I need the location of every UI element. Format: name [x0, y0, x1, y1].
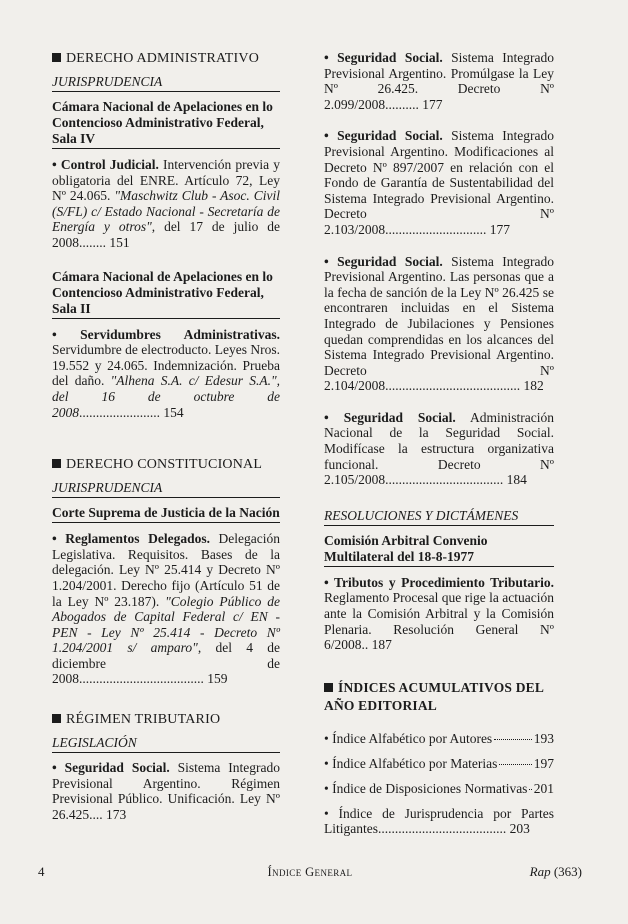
index-entry: • Tributos y Procedimiento Tributario. Reglamento Procesal que rige la actuación ante la Comisión Arbitral y la Comisión Plenaria. Resolución General Nº 6/2008.. 187: [324, 574, 555, 653]
page-number: 4: [38, 864, 45, 879]
index-line-jurisprudencia-partes: • Índice de Jurisprudencia por Partes Litigantes...................................... 203: [324, 805, 554, 837]
index-entry: • Seguridad Social. Sistema Integrado Previsional Argentino. Promúlgase la Ley Nº 26.425. Decreto Nº 2.099/2008.......... 177: [324, 50, 554, 112]
court-heading-comision-arbitral: Comisión Arbitral Convenio Multilateral del 18-8-1977: [324, 533, 554, 567]
section-title-derecho-administrativo: DERECHO ADMINISTRATIVO: [52, 50, 280, 68]
sub-label-jurisprudencia: JURISPRUDENCIA: [52, 74, 280, 92]
square-bullet-icon: [52, 714, 61, 723]
sub-label-jurisprudencia: JURISPRUDENCIA: [52, 480, 280, 498]
sub-label-resoluciones: RESOLUCIONES Y DICTÁMENES: [324, 508, 554, 526]
index-entry: • Control Judicial. Intervención previa y obligatoria del ENRE. Artículo 72, Ley Nº 24.065. "Maschwitz Club - Asoc. Civil (S/FL) c/ Estado Nacional - Secretaría de Energía y otros", del 17 de julio de 2008........ 151: [52, 157, 281, 250]
index-line-materias: • Índice Alfabético por Materias 197: [324, 755, 554, 771]
index-entry: • Seguridad Social. Sistema Integrado Previsional Argentino. Las personas que a la fecha de sanción de la Ley Nº 26.425 se encontraren incluidas en el Sistema Integrado de Jubilaciones y Pensiones quedan comprendidas en los alcances del Sistema Integrado Previsional Argentino. Decreto Nº 2.104/2008........................................ 182: [324, 253, 554, 394]
court-heading-corte-suprema: Corte Suprema de Justicia de la Nación: [52, 505, 280, 523]
square-bullet-icon: [52, 53, 61, 62]
square-bullet-icon: [52, 459, 61, 468]
court-heading-sala-iv: Cámara Nacional de Apelaciones en lo Contencioso Administrativo Federal, Sala IV: [52, 99, 280, 149]
right-column: [324, 50, 554, 837]
index-entry: • Seguridad Social. Sistema Integrado Previsional Argentino. Modificaciones al Decreto Nº 897/2007 en relación con el Fondo de Garantía de Sustentabilidad del Sistema Integrado Previsional Argentino. Decreto Nº 2.103/2008.............................. 177: [324, 128, 554, 237]
square-bullet-icon: [324, 683, 333, 692]
left-column: [52, 50, 280, 822]
footer-journal: Rap (363): [529, 864, 582, 879]
index-entry: • Servidumbres Administrativas. Servidumbre de electroducto. Leyes Nros. 19.552 y 24.065. Indemnización. Prueba del daño. "Alhena S.A. c/ Edesur S.A.", del 16 de octubre de 2008........................ 154: [52, 326, 280, 420]
index-entry: • Seguridad Social. Sistema Integrado Previsional Argentino. Régimen Previsional Público. Unificación. Ley Nº 26.425.... 173: [52, 760, 280, 822]
section-title-regimen-tributario: RÉGIMEN TRIBUTARIO: [52, 711, 280, 729]
index-entry: • Seguridad Social. Administración Nacional de la Seguridad Social. Modifícase la estructura organizativa funcional. Decreto Nº 2.105/2008................................... 184: [324, 409, 554, 488]
index-line-disposiciones: • Índice de Disposiciones Normativas 201: [324, 780, 554, 796]
sub-label-legislacion: LEGISLACIÓN: [52, 735, 280, 753]
section-title-derecho-constitucional: DERECHO CONSTITUCIONAL: [52, 456, 280, 474]
section-title-indices-acumulativos: ÍNDICES ACUMULATIVOS DEL AÑO EDITORIAL: [324, 679, 544, 713]
index-entry: • Reglamentos Delegados. Delegación Legislativa. Requisitos. Bases de la delegación. Ley Nº 25.414 y Decreto Nº 1.204/2001. Derecho fijo (Artículo 51 de la Ley Nº 23.187). "Colegio Público de Abogados de Capital Federal c/ EN - PEN - Ley Nº 25.414 - Decreto Nº 1.204/2001 s/ amparo", del 4 de diciembre de 2008..................................... 159: [52, 531, 280, 687]
court-heading-sala-ii: Cámara Nacional de Apelaciones en lo Contencioso Administrativo Federal, Sala II: [52, 269, 280, 319]
index-line-autores: • Índice Alfabético por Autores 193: [324, 730, 554, 746]
page-footer: [38, 864, 582, 880]
footer-title: Índice General: [267, 865, 353, 879]
